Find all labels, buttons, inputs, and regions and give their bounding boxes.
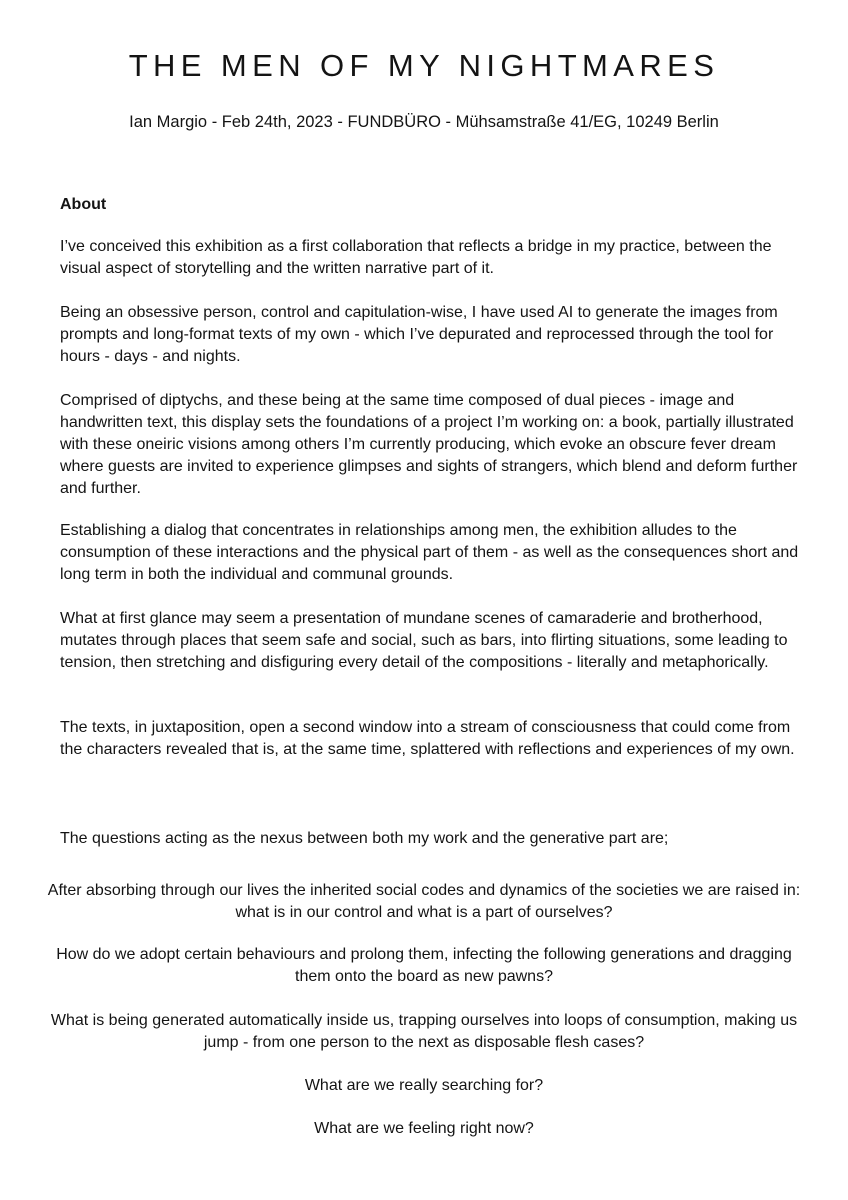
- question-2: How do we adopt certain behaviours and prolong them, infecting the following generations and dragging them onto the board as new pawns?: [56, 946, 792, 985]
- about-heading: About: [60, 196, 107, 213]
- paragraph-3: Comprised of diptychs, and these being at the same time composed of dual pieces - image and handwritten text, this display sets the foundations of a project I’m working on: a book, partially illustrated with these oneiric visions among others I’m currently producing, which evoke an obscure fever dream where guests are invited to experience glimpses and sights of strangers, which blend and deform further and further.: [60, 392, 798, 497]
- question-3: What is being generated automatically inside us, trapping ourselves into loops of consumption, making us jump - from one person to the next as disposable flesh cases?: [50, 1012, 798, 1051]
- questions-intro: The questions acting as the nexus between both my work and the generative part are;: [60, 830, 669, 847]
- question-4: What are we really searching for?: [304, 1077, 544, 1094]
- paragraph-6: The texts, in juxtaposition, open a second window into a stream of consciousness that could come from the characters revealed that is, at the same time, splattered with reflections and experiences of my own.: [60, 719, 795, 758]
- paragraph-1: I’ve conceived this exhibition as a first collaboration that reflects a bridge in my practice, between the visual aspect of storytelling and the written narrative part of it.: [60, 238, 772, 277]
- document-subtitle: Ian Margio - Feb 24th, 2023 - FUNDBÜRO - Mühsamstraße 41/EG, 10249 Berlin: [129, 113, 719, 131]
- paragraph-5: What at first glance may seem a presentation of mundane scenes of camaraderie and brotherhood, mutates through places that seem safe and social, such as bars, into flirting situations, some leading to tension, then stretching and disfiguring every detail of the compositions - literally and metaphorically.: [60, 610, 788, 671]
- document-title: THE MEN OF MY NIGHTMARES: [128, 48, 720, 83]
- paragraph-2: Being an obsessive person, control and capitulation-wise, I have used AI to generate the images from prompts and long-format texts of my own - which I’ve depurated and reprocessed through the tool for hours - days - and nights.: [60, 304, 778, 365]
- question-1: After absorbing through our lives the inherited social codes and dynamics of the societies we are raised in: what is in our control and what is a part of ourselves?: [47, 882, 801, 921]
- paragraph-4: Establishing a dialog that concentrates in relationships among men, the exhibition alludes to the consumption of these interactions and the physical part of them - as well as the consequences short and long term in both the individual and communal grounds.: [60, 522, 799, 583]
- question-5: What are we feeling right now?: [314, 1120, 534, 1137]
